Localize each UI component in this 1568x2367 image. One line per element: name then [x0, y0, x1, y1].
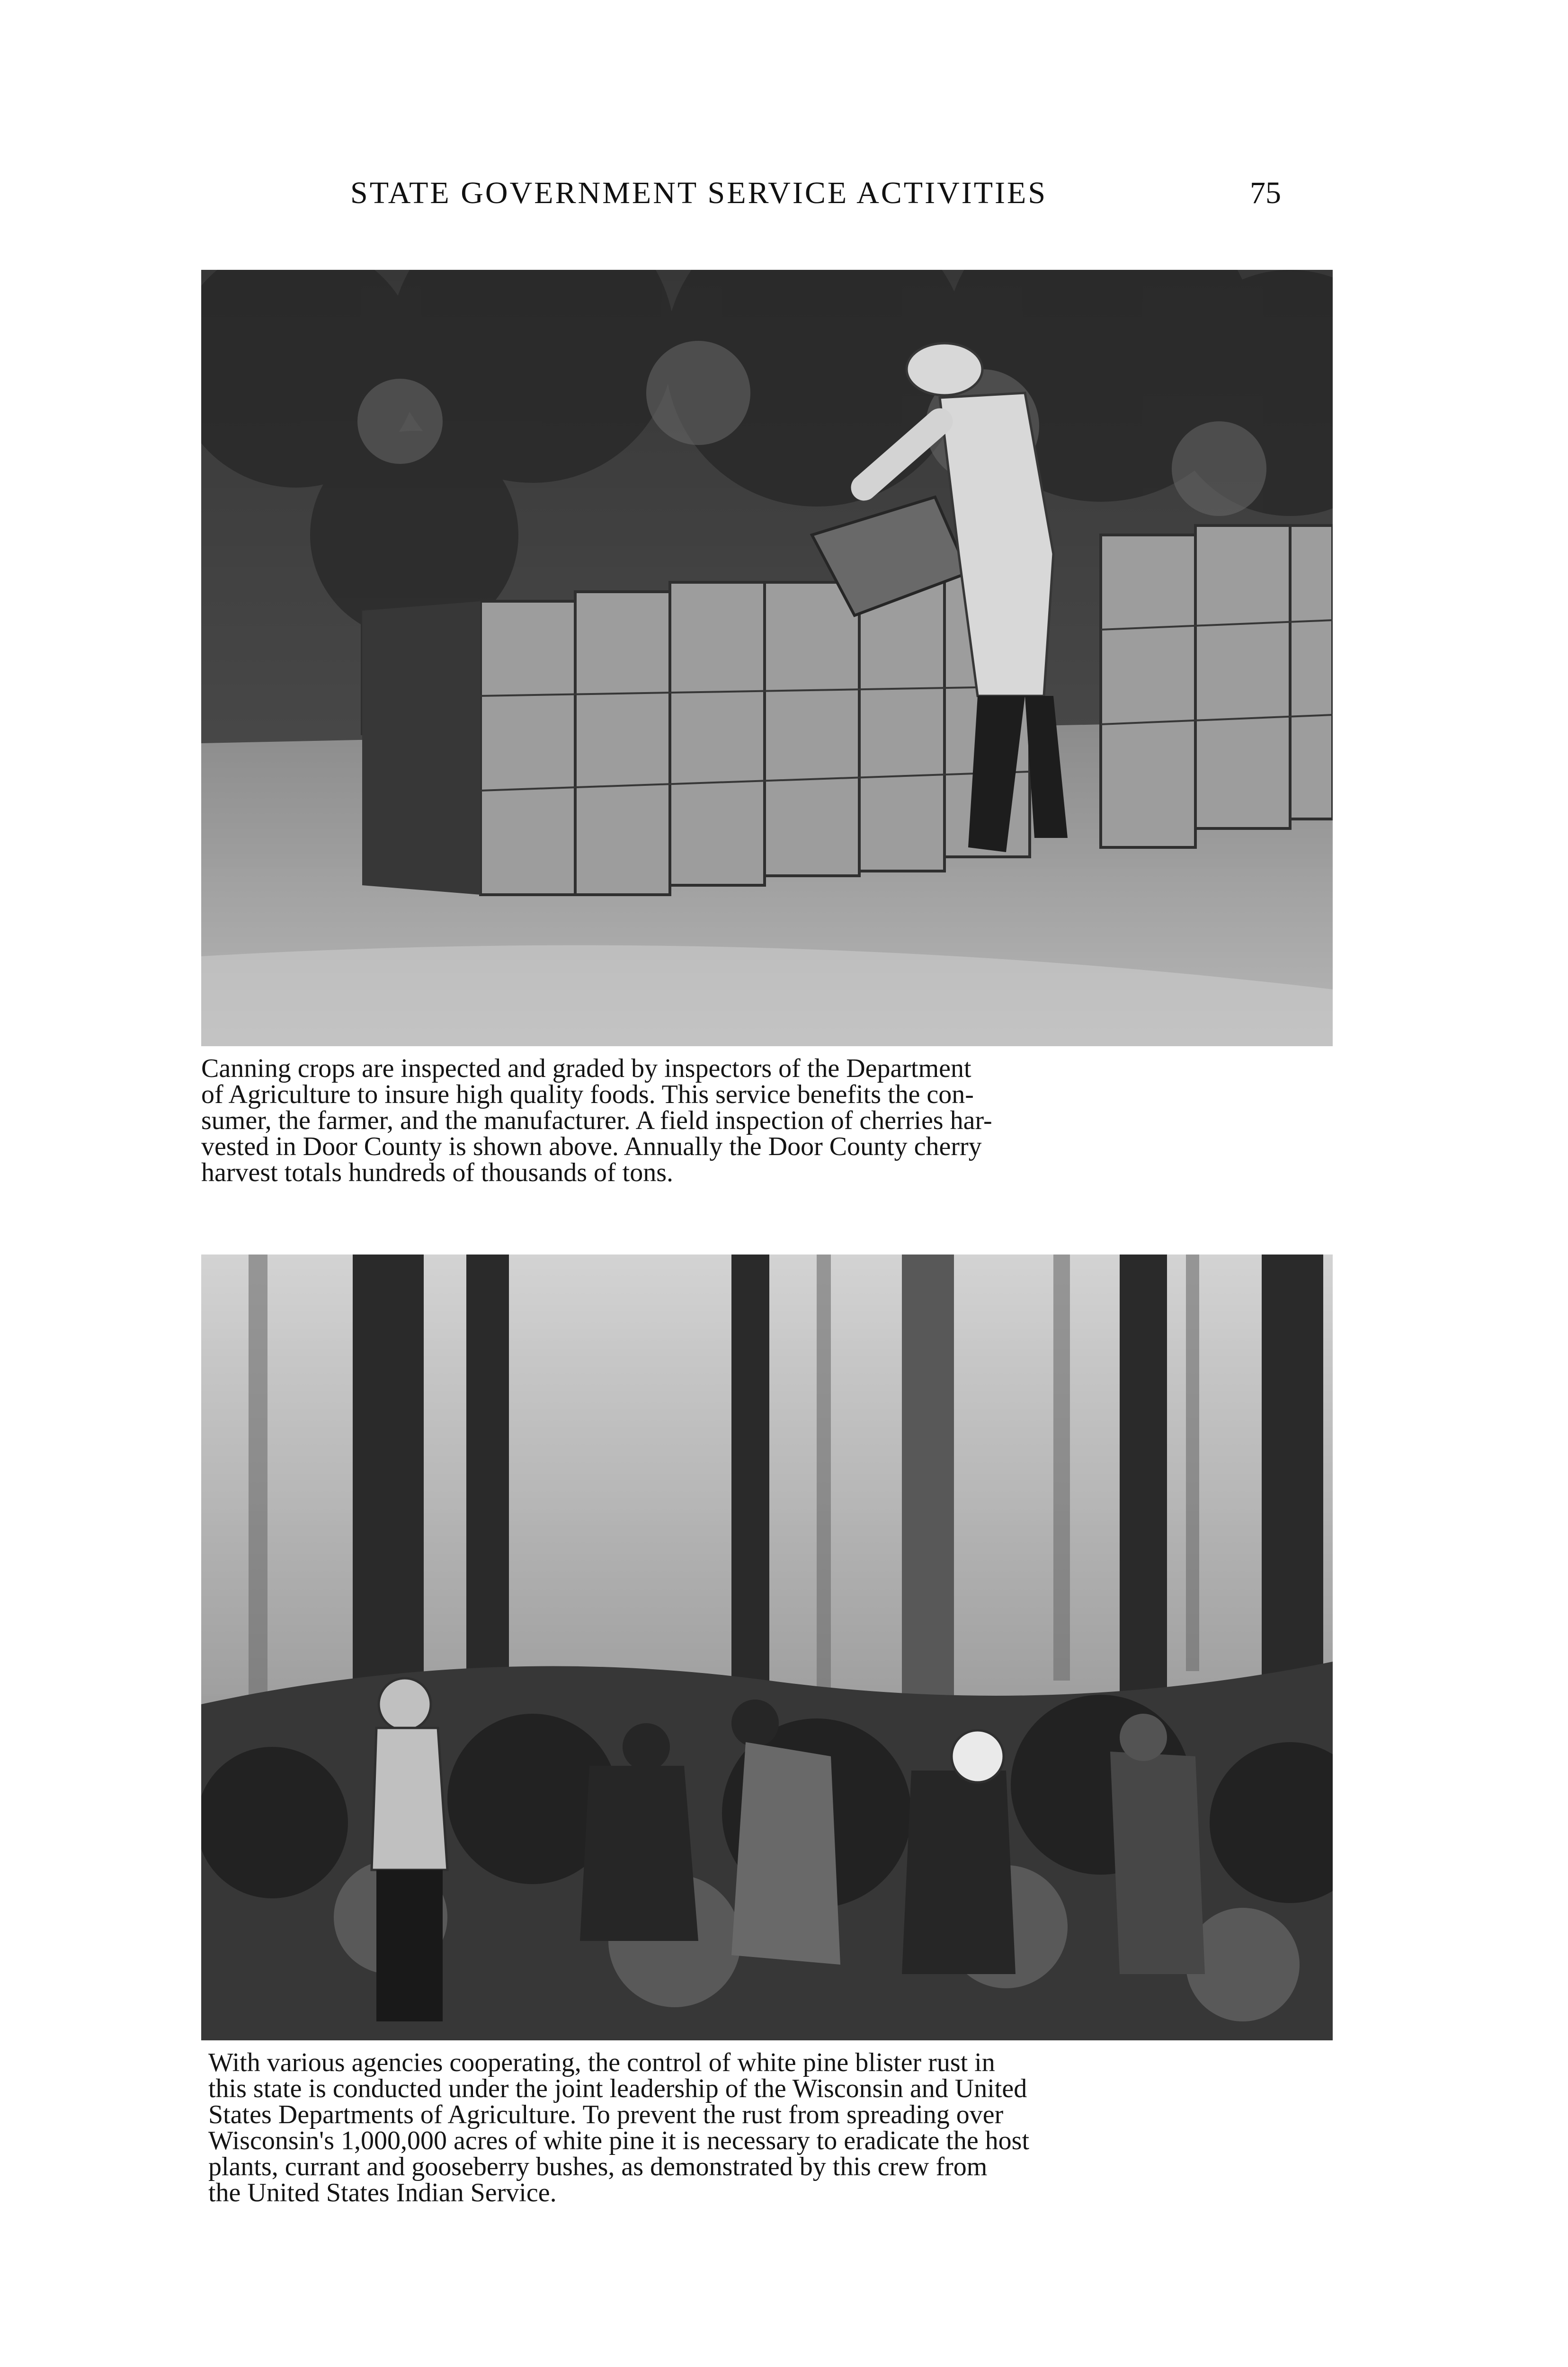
blister-rust-caption [208, 2050, 1340, 2206]
caption-line: With various agencies cooperating, the control of white pine blister rust in [208, 2048, 995, 2077]
caption-line: Wisconsin's 1,000,000 acres of white pine it is necessary to eradicate the host [208, 2126, 1030, 2155]
cherry-inspection-photo [201, 270, 1333, 1046]
caption-line: harvest totals hundreds of thousands of tons. [201, 1158, 673, 1187]
caption-line: vested in Door County is shown above. Annually the Door County cherry [201, 1132, 982, 1161]
page-number: 75 [1250, 176, 1281, 210]
caption-line: sumer, the farmer, and the manufacturer. A field inspection of cherries har- [201, 1106, 992, 1135]
cherry-inspection-caption [201, 1056, 1333, 1186]
caption-line: this state is conducted under the joint leadership of the Wisconsin and United [208, 2074, 1027, 2103]
caption-line: the United States Indian Service. [208, 2178, 557, 2207]
blister-rust-crew-photo [201, 1255, 1333, 2040]
caption-line: States Departments of Agriculture. To prevent the rust from spreading over [208, 2100, 1004, 2129]
caption-line: of Agriculture to insure high quality foods. This service benefits the con- [201, 1080, 974, 1109]
running-head: STATE GOVERNMENT SERVICE ACTIVITIES [350, 176, 1048, 210]
caption-line: plants, currant and gooseberry bushes, as demonstrated by this crew from [208, 2152, 988, 2181]
caption-line: Canning crops are inspected and graded by inspectors of the Department [201, 1054, 971, 1083]
